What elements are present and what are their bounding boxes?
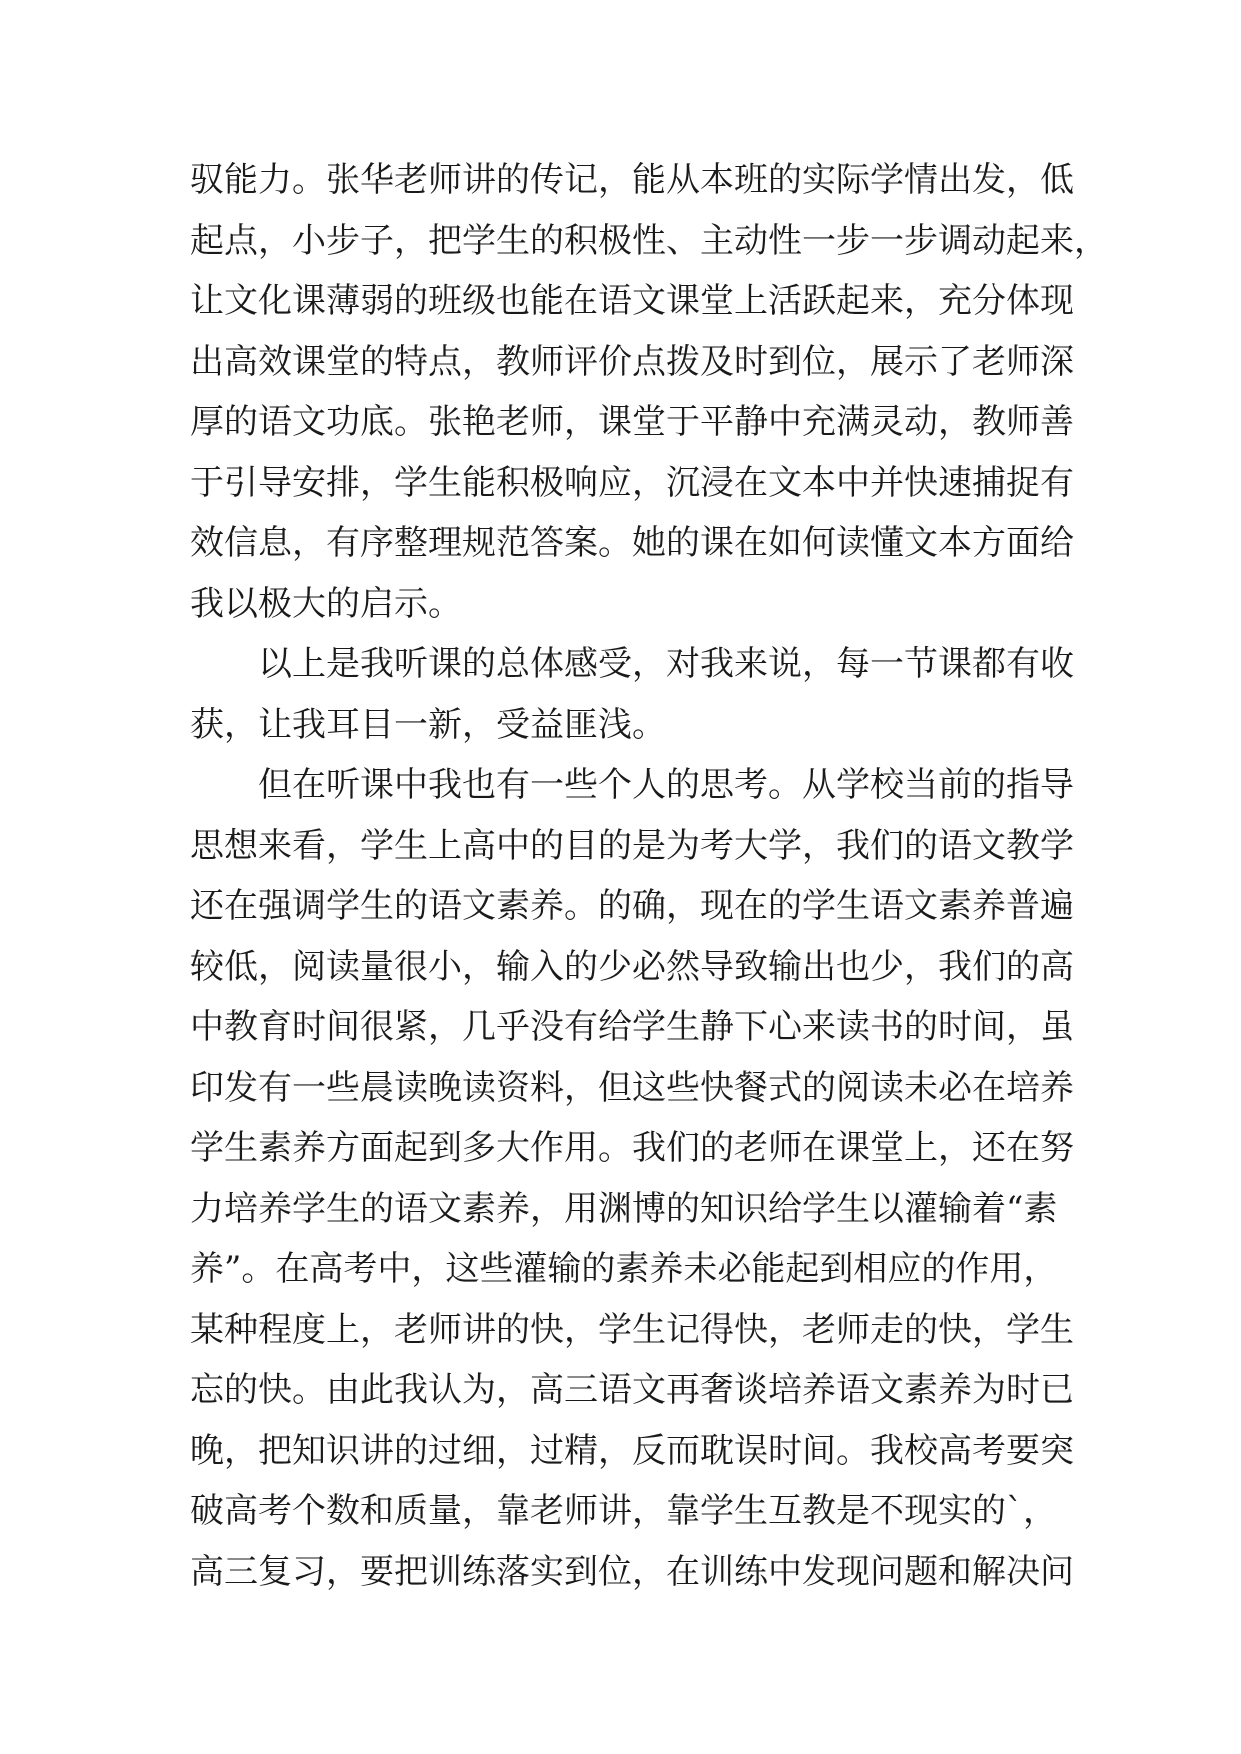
text-line: 我以极大的启示。	[190, 583, 462, 624]
text-line: 出高效课堂的特点，教师评价点拨及时到位，展示了老师深	[190, 341, 1074, 382]
text-line: 破高考个数和质量，靠老师讲，靠学生互教是不现实的`，	[190, 1491, 1057, 1531]
text-line: 于引导安排，学生能积极响应，沉浸在文本中并快速捕捉有	[190, 462, 1074, 503]
body-text	[190, 150, 1108, 1602]
text-line: 起点，小步子，把学生的积极性、主动性一步一步调动起来，	[190, 220, 1108, 261]
text-line: 力培养学生的语文素养，用渊博的知识给学生以灌输着“素	[190, 1188, 1058, 1229]
text-line: 让文化课薄弱的班级也能在语文课堂上活跃起来，充分体现	[190, 281, 1074, 321]
text-line: 获，让我耳目一新，受益匪浅。	[190, 704, 666, 745]
text-line: 较低，阅读量很小，输入的少必然导致输出也少，我们的高	[190, 946, 1074, 987]
text-line: 思想来看，学生上高中的目的是为考大学，我们的语文教学	[190, 825, 1074, 866]
text-line: 厚的语文功底。张艳老师，课堂于平静中充满灵动，教师善	[190, 402, 1074, 442]
text-line: 效信息，有序整理规范答案。她的课在如何读懂文本方面给	[190, 523, 1074, 563]
paragraph-first-line: 但在听课中我也有一些个人的思考。从学校当前的指导	[258, 765, 1074, 805]
text-line: 学生素养方面起到多大作用。我们的老师在课堂上，还在努	[190, 1128, 1074, 1168]
text-line: 印发有一些晨读晚读资料，但这些快餐式的阅读未必在培养	[190, 1067, 1074, 1108]
text-line: 养”。在高考中，这些灌输的素养未必能起到相应的作用，	[190, 1249, 1058, 1289]
text-line: 高三复习，要把训练落实到位，在训练中发现问题和解决问	[190, 1551, 1074, 1592]
paragraph-first-line: 以上是我听课的总体感受，对我来说，每一节课都有收	[258, 644, 1074, 684]
text-line: 晚，把知识讲的过细，过精，反而耽误时间。我校高考要突	[190, 1430, 1074, 1471]
text-line: 还在强调学生的语文素养。的确，现在的学生语文素养普遍	[190, 886, 1074, 926]
text-line: 驭能力。张华老师讲的传记，能从本班的实际学情出发，低	[190, 160, 1074, 200]
text-line: 某种程度上，老师讲的快，学生记得快，老师走的快，学生	[190, 1309, 1074, 1350]
text-line: 中教育时间很紧，几乎没有给学生静下心来读书的时间，虽	[190, 1007, 1074, 1047]
text-line: 忘的快。由此我认为，高三语文再奢谈培养语文素养为时已	[190, 1370, 1074, 1410]
